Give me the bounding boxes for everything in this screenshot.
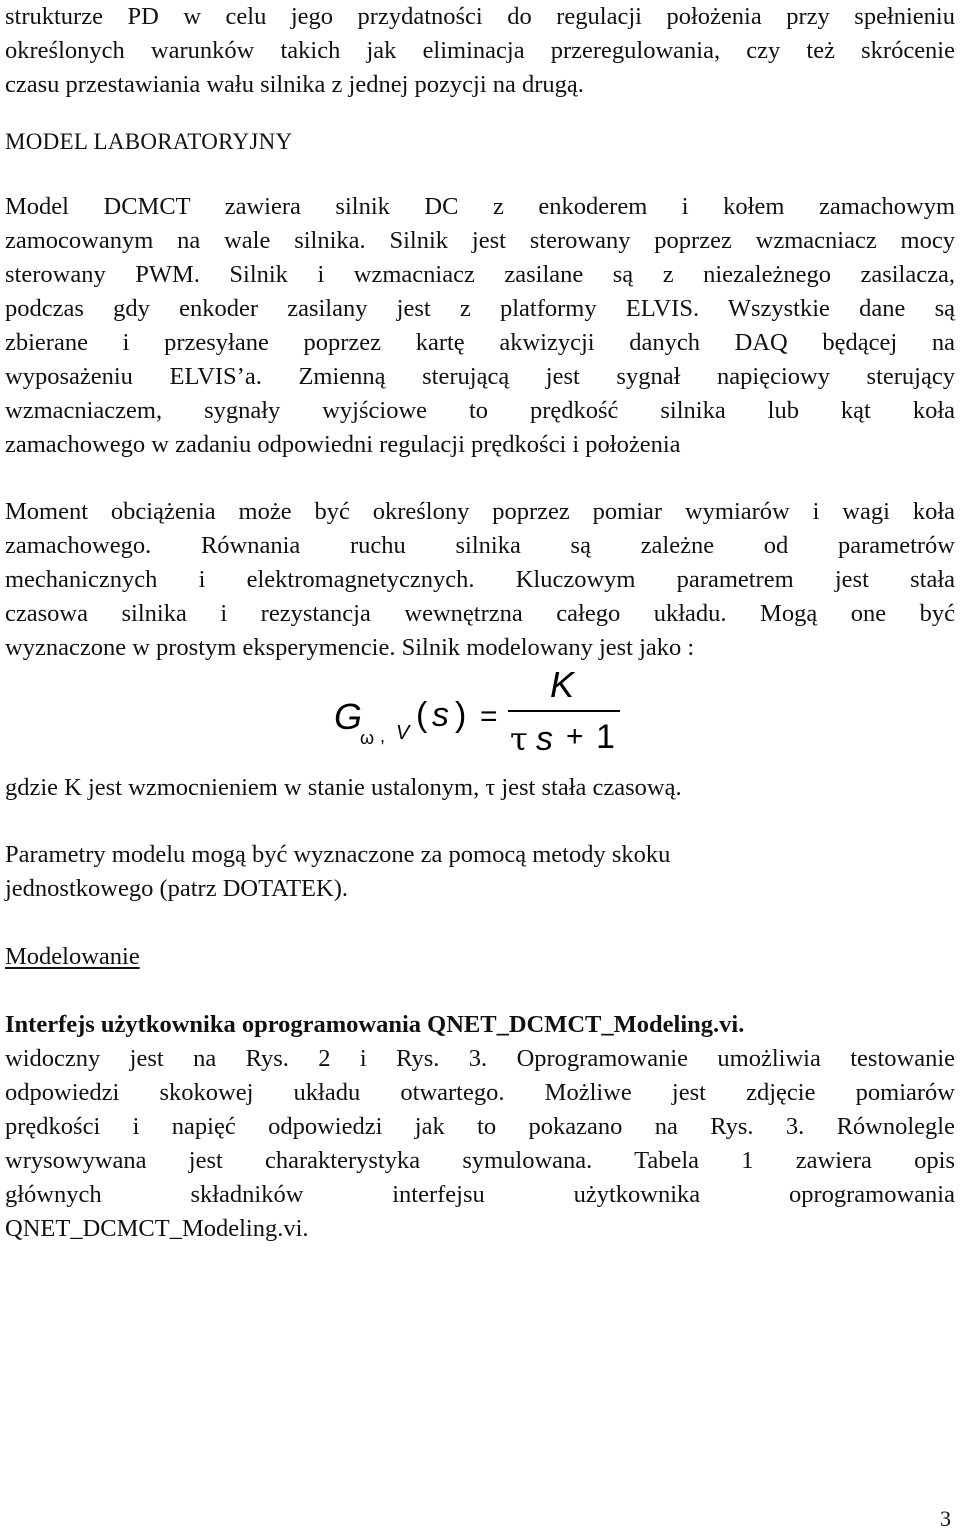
text-line: określonych warunków takich jak eliminacja przeregulowania, czy też skrócenie — [5, 37, 955, 64]
text-line: wyznaczone w prostym eksperymencie. Silnik modelowany jest jako : — [5, 634, 695, 661]
formula-symbol: τ — [510, 720, 528, 758]
page-number: 3 — [940, 1506, 951, 1531]
text-line: wrysowywana jest charakterystyka symulowana. Tabela 1 zawiera opis — [5, 1147, 955, 1174]
text-line: odpowiedzi skokowej układu otwartego. Możliwe jest zdjęcie pomiarów — [5, 1079, 955, 1106]
section-heading: MODEL LABORATORYJNY — [5, 129, 293, 154]
text-line: czasowa silnika i rezystancja wewnętrzna całego układu. Mogą one być — [5, 600, 955, 627]
text-line: głównych składników interfejsu użytkownika oprogramowania — [5, 1181, 955, 1208]
text-line: zamocowanym na wale silnika. Silnik jest sterowany poprzez wzmacniacz mocy — [5, 227, 955, 254]
formula-subscript: V — [396, 722, 410, 744]
text-line: Parametry modelu mogą być wyznaczone za pomocą metody skoku — [5, 841, 671, 868]
text-line: zamachowego w zadaniu odpowiedni regulacji prędkości i położenia — [5, 431, 681, 458]
transfer-function-formula — [330, 664, 630, 758]
text-line: mechanicznych i elektromagnetycznych. Kluczowym parametrem jest stała — [5, 566, 955, 593]
section-heading: Modelowanie — [5, 943, 140, 970]
text-line: zbierane i przesyłane poprzez kartę akwizycji danych DAQ będącej na — [5, 329, 955, 356]
text-line: Model DCMCT zawiera silnik DC z enkoderem i kołem zamachowym — [5, 193, 955, 220]
formula-symbol: s — [536, 720, 553, 758]
text-line: Moment obciążenia może być określony poprzez pomiar wymiarów i wagi koła — [5, 498, 955, 525]
text-line: strukturze PD w celu jego przydatności do regulacji położenia przy spełnieniu — [5, 3, 955, 30]
formula-symbol: ) — [455, 696, 467, 734]
text-line: jednostkowego (patrz DOTATEK). — [5, 875, 348, 902]
formula-subscript: ω — [360, 728, 375, 748]
formula-symbol: 1 — [596, 718, 615, 756]
text-line: prędkości i napięć odpowiedzi jak to pokazano na Rys. 3. Równolegle — [5, 1113, 955, 1140]
text-line: czasu przestawiania wału silnika z jednej pozycji na drugą. — [5, 71, 584, 98]
formula-symbol: = — [480, 700, 498, 733]
text-line: wzmacniaczem, sygnały wyjściowe to prędkość silnika lub kąt koła — [5, 397, 955, 424]
formula-symbol: ( — [416, 696, 428, 734]
text-line: sterowany PWM. Silnik i wzmacniacz zasilane są z niezależnego zasilacza, — [5, 261, 955, 288]
text-line: zamachowego. Równania ruchu silnika są zależne od parametrów — [5, 532, 955, 559]
formula-symbol: G — [334, 696, 363, 737]
formula-numerator: K — [550, 664, 575, 705]
text-line: widoczny jest na Rys. 2 i Rys. 3. Oprogramowanie umożliwia testowanie — [5, 1045, 955, 1072]
text-line: QNET_DCMCT_Modeling.vi. — [5, 1215, 309, 1242]
text-line: gdzie K jest wzmocnieniem w stanie ustalonym, τ jest stała czasową. — [5, 774, 682, 801]
text-line: podczas gdy enkoder zasilany jest z platformy ELVIS. Wszystkie dane są — [5, 295, 955, 322]
formula-symbol: + — [566, 720, 584, 753]
formula-symbol: s — [432, 696, 449, 734]
text-line: wyposażeniu ELVIS’a. Zmienną sterującą jest sygnał napięciowy sterujący — [5, 363, 955, 390]
formula-subscript: , — [380, 726, 386, 746]
bold-heading-line: Interfejs użytkownika oprogramowania QNET_DCMCT_Modeling.vi. — [5, 1011, 745, 1038]
fraction-bar — [508, 710, 620, 712]
